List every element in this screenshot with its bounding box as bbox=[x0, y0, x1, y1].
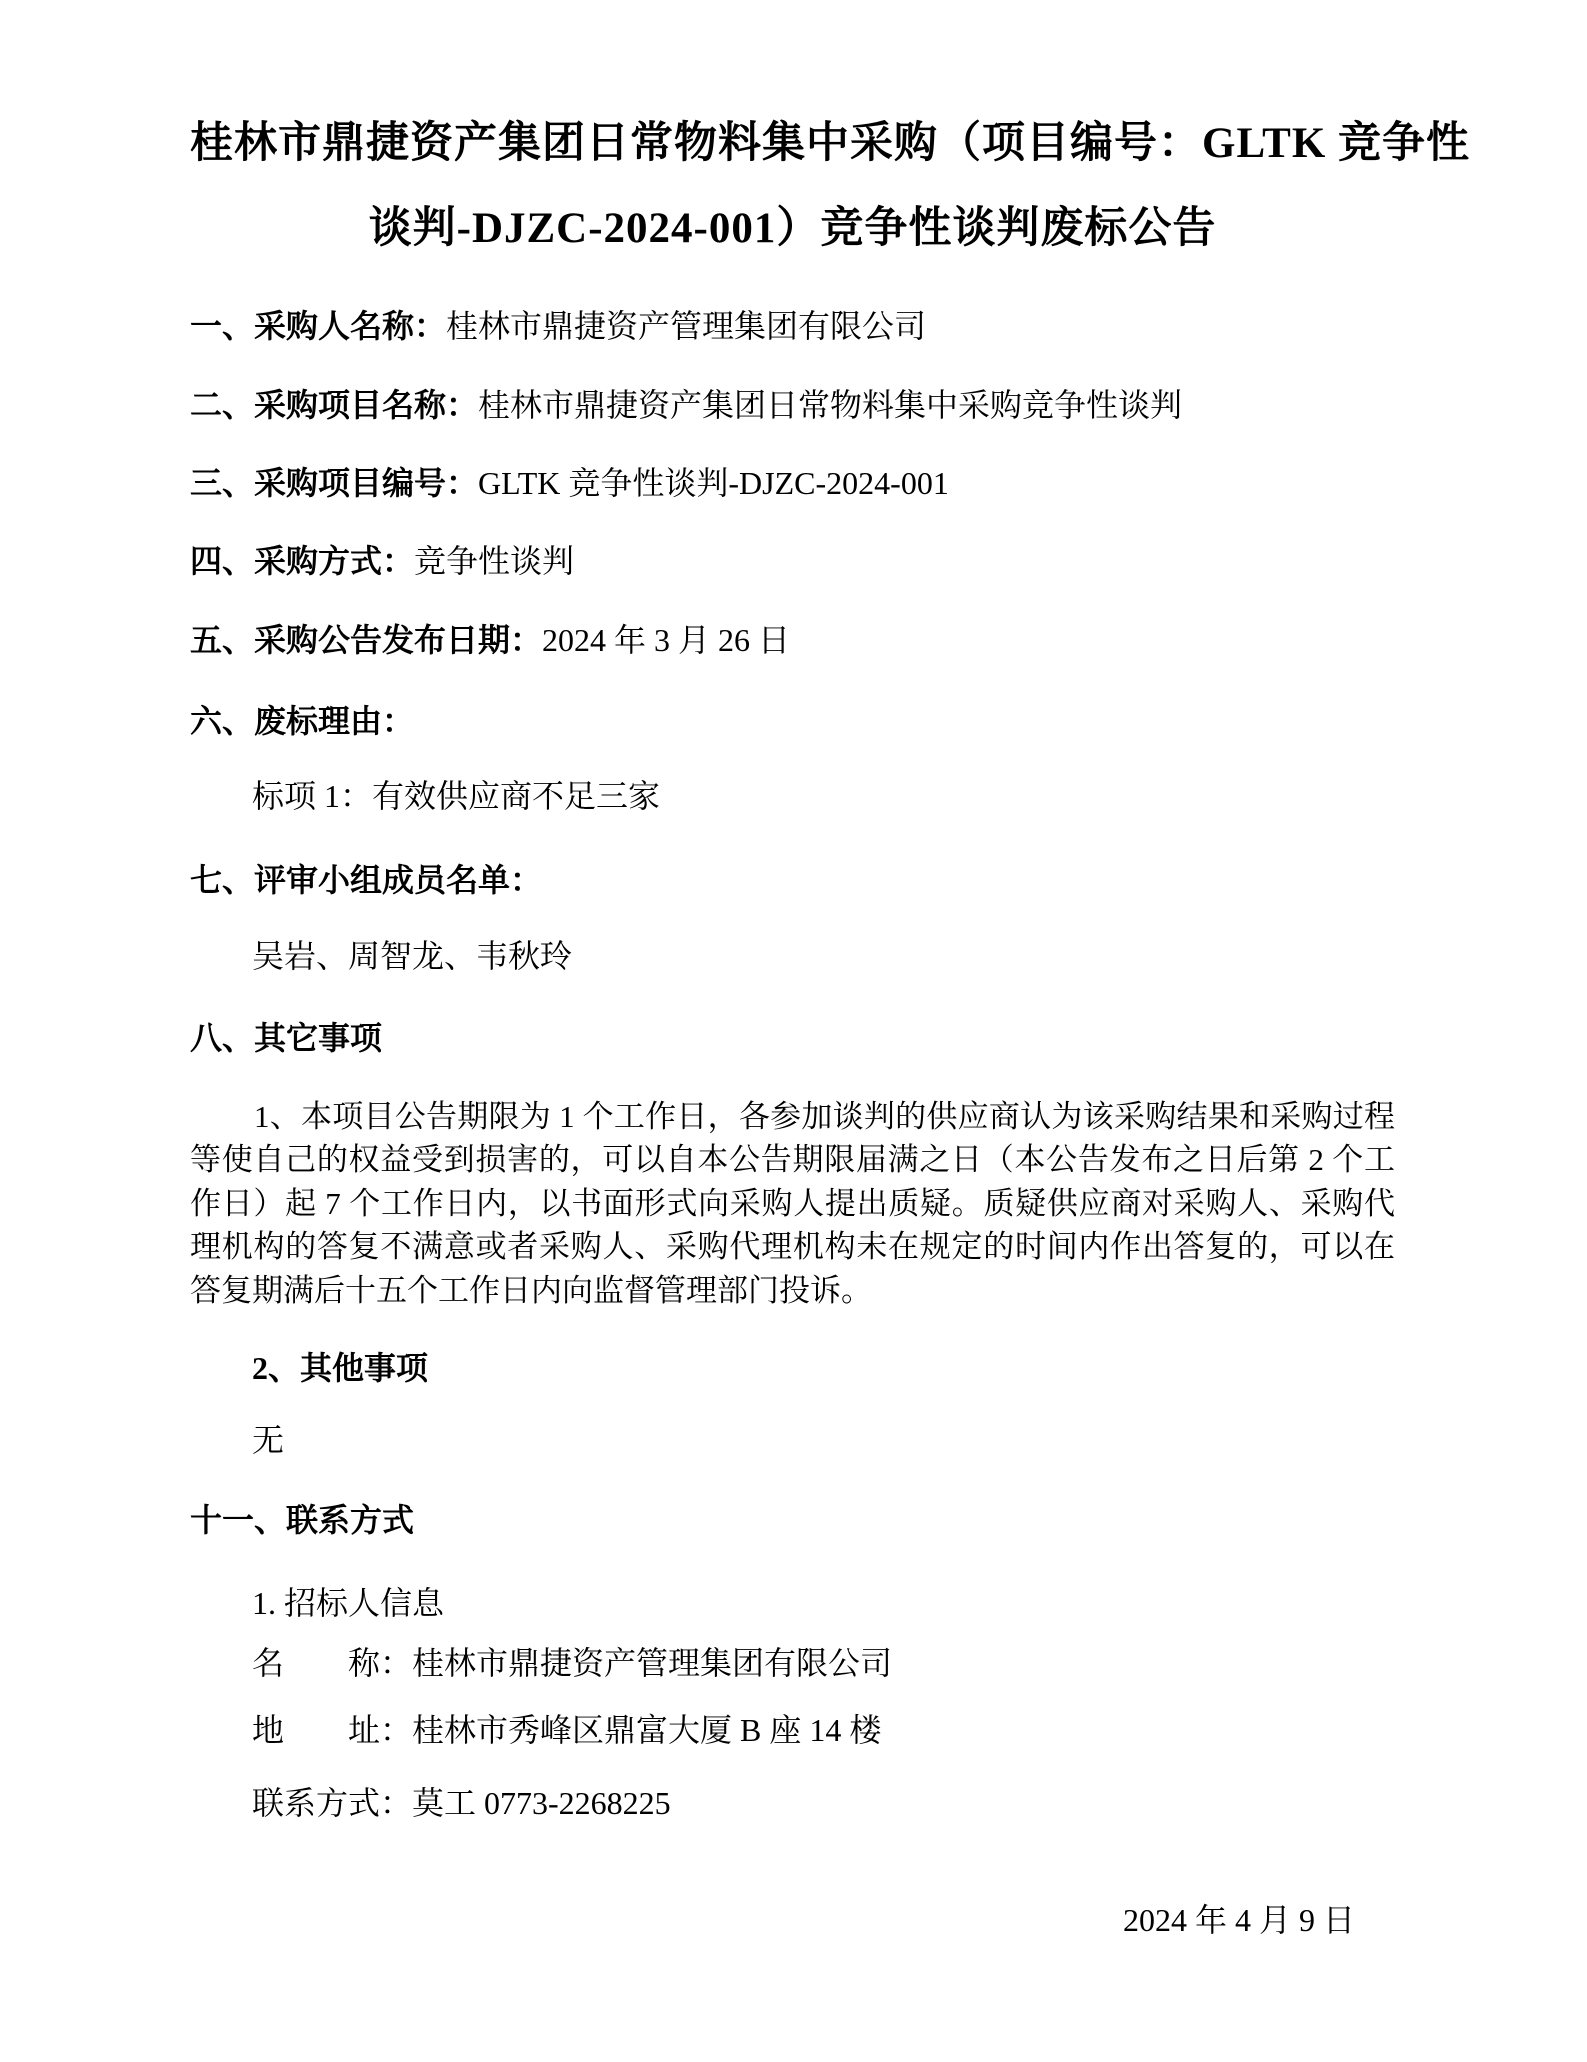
section-label: 一、采购人名称： bbox=[190, 308, 447, 344]
section-cancellation-reason-heading bbox=[190, 704, 1395, 738]
section-value: 桂林市鼎捷资产管理集团有限公司 bbox=[446, 308, 927, 344]
section-label: 三、采购项目编号： bbox=[190, 465, 479, 501]
section-label: 五、采购公告发布日期： bbox=[190, 622, 543, 658]
section-procurement-method bbox=[190, 544, 1395, 578]
contact-phone-line: 联系方式：莫工 0773-2268225 bbox=[252, 1785, 671, 1821]
other-matters-sub-heading: 2、其他事项 bbox=[252, 1350, 429, 1386]
section-value: 桂林市鼎捷资产集团日常物料集中采购竞争性谈判 bbox=[478, 387, 1183, 423]
section-label: 二、采购项目名称： bbox=[190, 387, 479, 423]
section-value: GLTK 竞争性谈判-DJZC-2024-001 bbox=[478, 465, 949, 501]
review-panel-members: 吴岩、周智龙、韦秋玲 bbox=[252, 938, 573, 974]
contact-name-line: 名 称：桂林市鼎捷资产管理集团有限公司 bbox=[252, 1645, 893, 1681]
document-title-line1: 桂林市鼎捷资产集团日常物料集中采购（项目编号：GLTK 竞争性 bbox=[190, 120, 1471, 167]
document-content bbox=[190, 0, 1471, 2062]
bid-item-reason: 标项 1：有效供应商不足三家 bbox=[252, 778, 661, 814]
section-announcement-date bbox=[190, 623, 1395, 657]
other-matters-value: 无 bbox=[252, 1422, 285, 1458]
section-contact-heading: 十一、联系方式 bbox=[190, 1502, 415, 1538]
notice-paragraph: 1、本项目公告期限为 1 个工作日，各参加谈判的供应商认为该采购结果和采购过程等使自己的权益受到损害的，可以自本公告期限届满之日（本公告发布之日后第 2 个工作日）起 7 个工作日内，以书面形式向采购人提出质疑。质疑供应商对采购人、采购代理机构的答复不满意或者采购人、采购代理机构未在规定的时间内作出答复的，可以在答复期满后十五个工作日内向监督管理部门投诉。 bbox=[190, 1099, 1395, 1308]
section-label: 四、采购方式： bbox=[190, 543, 415, 579]
section-other-matters-heading: 八、其它事项 bbox=[190, 1020, 383, 1056]
section-label: 六、废标理由： bbox=[190, 703, 415, 739]
section-value: 竞争性谈判 bbox=[414, 543, 575, 579]
issue-date: 2024 年 4 月 9 日 bbox=[1122, 1902, 1355, 1938]
section-purchaser-name bbox=[190, 309, 1395, 343]
document-title bbox=[190, 101, 1471, 271]
document-title-line2: 谈判-DJZC-2024-001）竞争性谈判废标公告 bbox=[368, 205, 1217, 252]
section-review-panel-heading: 七、评审小组成员名单： bbox=[190, 862, 543, 898]
bidder-info-heading: 1. 招标人信息 bbox=[252, 1585, 445, 1621]
section-value: 2024 年 3 月 26 日 bbox=[542, 622, 791, 658]
contact-address-line: 地 址：桂林市秀峰区鼎富大厦 B 座 14 楼 bbox=[252, 1712, 882, 1748]
section-project-number bbox=[190, 466, 1395, 500]
section-project-name bbox=[190, 388, 1395, 422]
